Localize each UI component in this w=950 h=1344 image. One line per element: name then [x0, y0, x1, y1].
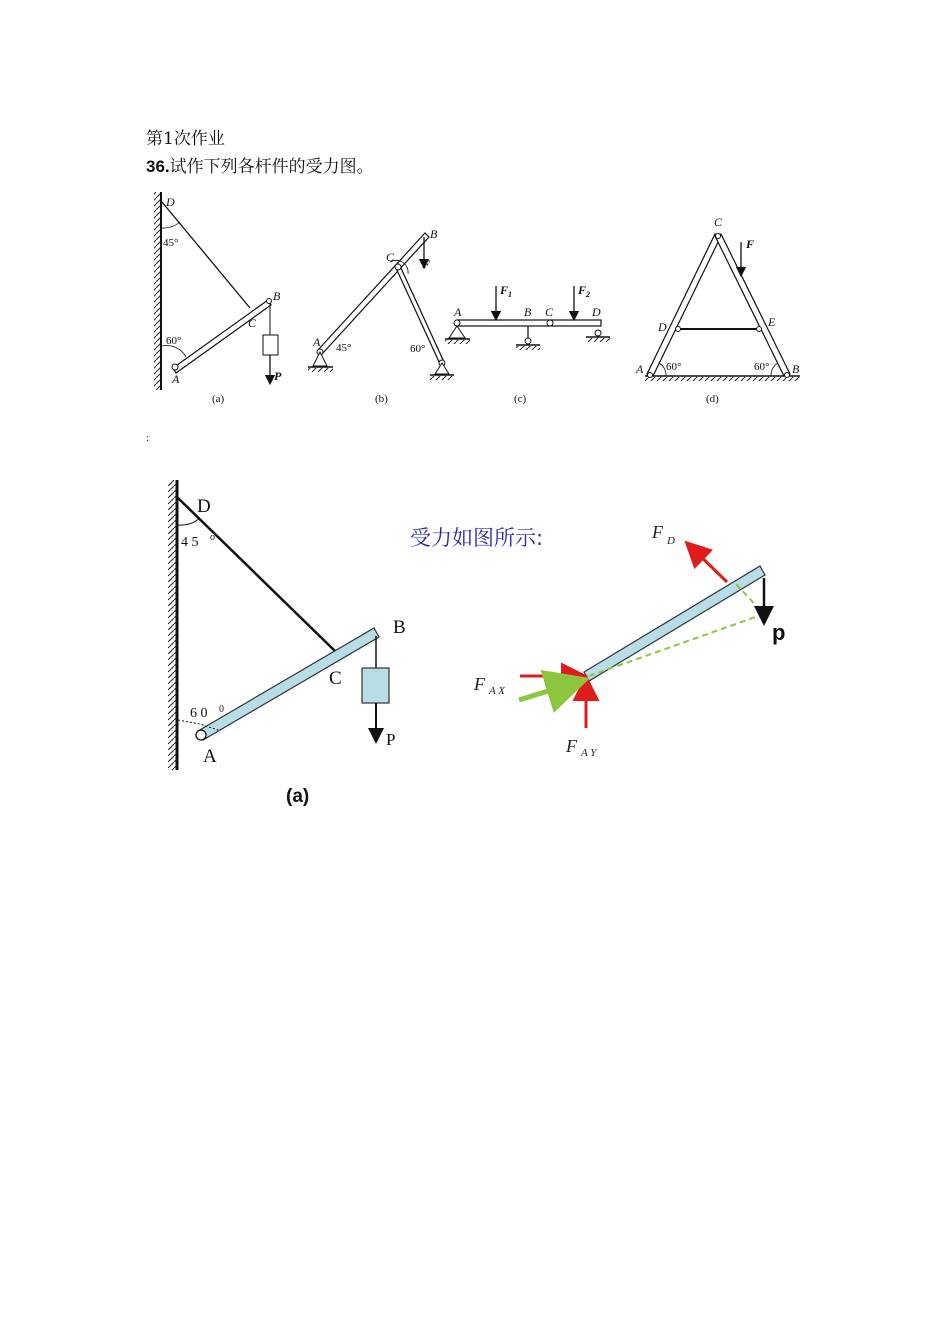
angle-45: 45° [336, 342, 352, 354]
hinge-a [196, 730, 206, 740]
bar-ab [198, 628, 379, 740]
angle-arc-bottom [162, 345, 186, 357]
angle-60: 60° [166, 335, 182, 347]
ground-hatch [645, 377, 800, 381]
label-a: A [203, 746, 217, 767]
label-d: D [197, 496, 211, 517]
bar-cb [715, 234, 790, 376]
label-c: C [386, 250, 395, 264]
hinge-c [547, 320, 553, 326]
roller-b [525, 338, 531, 344]
label-b: B [792, 362, 800, 376]
label-p-fbd: p [772, 620, 786, 645]
label-f: F [746, 237, 755, 251]
label-b: B [393, 617, 406, 638]
wall-hatch [154, 192, 161, 390]
label-d: D [166, 195, 175, 209]
ground-a-hatch [445, 340, 470, 344]
angle-45-deg: o [210, 532, 215, 543]
ground-d-hatch [586, 338, 610, 342]
bottom-figure-a [168, 480, 406, 807]
top-figure-d [635, 215, 800, 405]
question-number: 36. [146, 157, 170, 176]
bar-ab [173, 300, 271, 373]
caption-b: (b) [375, 393, 388, 405]
angle-45: 4 5 [181, 535, 199, 550]
stray-mark: : [146, 432, 150, 444]
homework-heading: 第1次作业 [146, 129, 225, 149]
caption-c: (c) [514, 393, 527, 405]
ground-e-hatch [430, 376, 454, 380]
support-a [313, 352, 327, 366]
hinge-b [785, 373, 790, 378]
force-fa-resultant-arrow [519, 684, 571, 700]
angle-60: 60° [410, 343, 426, 355]
angle-arc-left [659, 363, 666, 376]
force-fd-arrow [693, 549, 727, 582]
angle-60-right: 60° [754, 361, 770, 373]
label-e: E [768, 315, 776, 329]
angle-60: 6 0 [190, 706, 208, 721]
ground-b-hatch [516, 346, 540, 350]
hinge-e [757, 327, 762, 332]
label-c: C [545, 305, 554, 319]
top-figure-b [308, 227, 454, 405]
force-note: 受力如图所示: [410, 526, 544, 550]
label-a: A [313, 335, 321, 349]
hinge-b [267, 299, 272, 304]
angle-45: 45° [163, 237, 179, 249]
wall-hatch [168, 480, 177, 770]
roller-d [595, 330, 601, 336]
angle-arc-right [771, 363, 778, 376]
angle-60-deg: 0 [219, 704, 224, 715]
label-f2: $F_2$ [578, 283, 591, 299]
support-a [449, 326, 465, 338]
top-figure-c [445, 283, 610, 405]
label-f1: $F_1$ [500, 283, 513, 299]
question-text: 试作下列各杆件的受力图。 [169, 157, 374, 177]
caption-bottom-a: (a) [286, 786, 310, 807]
label-c: C [714, 215, 723, 229]
hinge-d [676, 327, 681, 332]
label-a: A [172, 372, 180, 386]
label-a: A [636, 362, 644, 376]
angle-arc-top [178, 518, 200, 525]
label-b: B [273, 289, 281, 303]
ground-a-hatch [308, 368, 333, 372]
label-b: B [430, 227, 438, 241]
hinge-a [172, 364, 178, 370]
bar-ab-fbd [584, 566, 765, 681]
label-b: B [524, 305, 532, 319]
beam-ad [457, 320, 601, 326]
caption-a: (a) [212, 393, 225, 405]
label-fax: F $_{A X}$ [474, 674, 505, 697]
label-c: C [248, 316, 257, 330]
label-f: F [422, 257, 431, 271]
label-a: A [454, 305, 462, 319]
cable-dc [178, 498, 336, 652]
label-p: P [274, 369, 282, 383]
caption-d: (d) [706, 393, 719, 405]
label-fd: F $_D$ [652, 522, 675, 547]
free-body-diagram [410, 522, 785, 759]
label-fay: F $_{A Y}$ [566, 736, 597, 759]
bar-ac [647, 234, 721, 376]
weight-box [263, 335, 278, 355]
cable-dc [162, 202, 250, 308]
hinge-a [648, 373, 653, 378]
hinge-c [716, 234, 721, 239]
support-e [435, 363, 449, 374]
angle-arc-top [162, 222, 180, 228]
hinge-c [395, 264, 401, 270]
label-d: D [658, 320, 667, 334]
top-figure-a [154, 192, 282, 405]
weight-box [362, 668, 389, 703]
label-p: P [386, 730, 396, 749]
label-d: D [592, 305, 601, 319]
label-c: C [329, 668, 342, 689]
angle-60-left: 60° [666, 361, 682, 373]
